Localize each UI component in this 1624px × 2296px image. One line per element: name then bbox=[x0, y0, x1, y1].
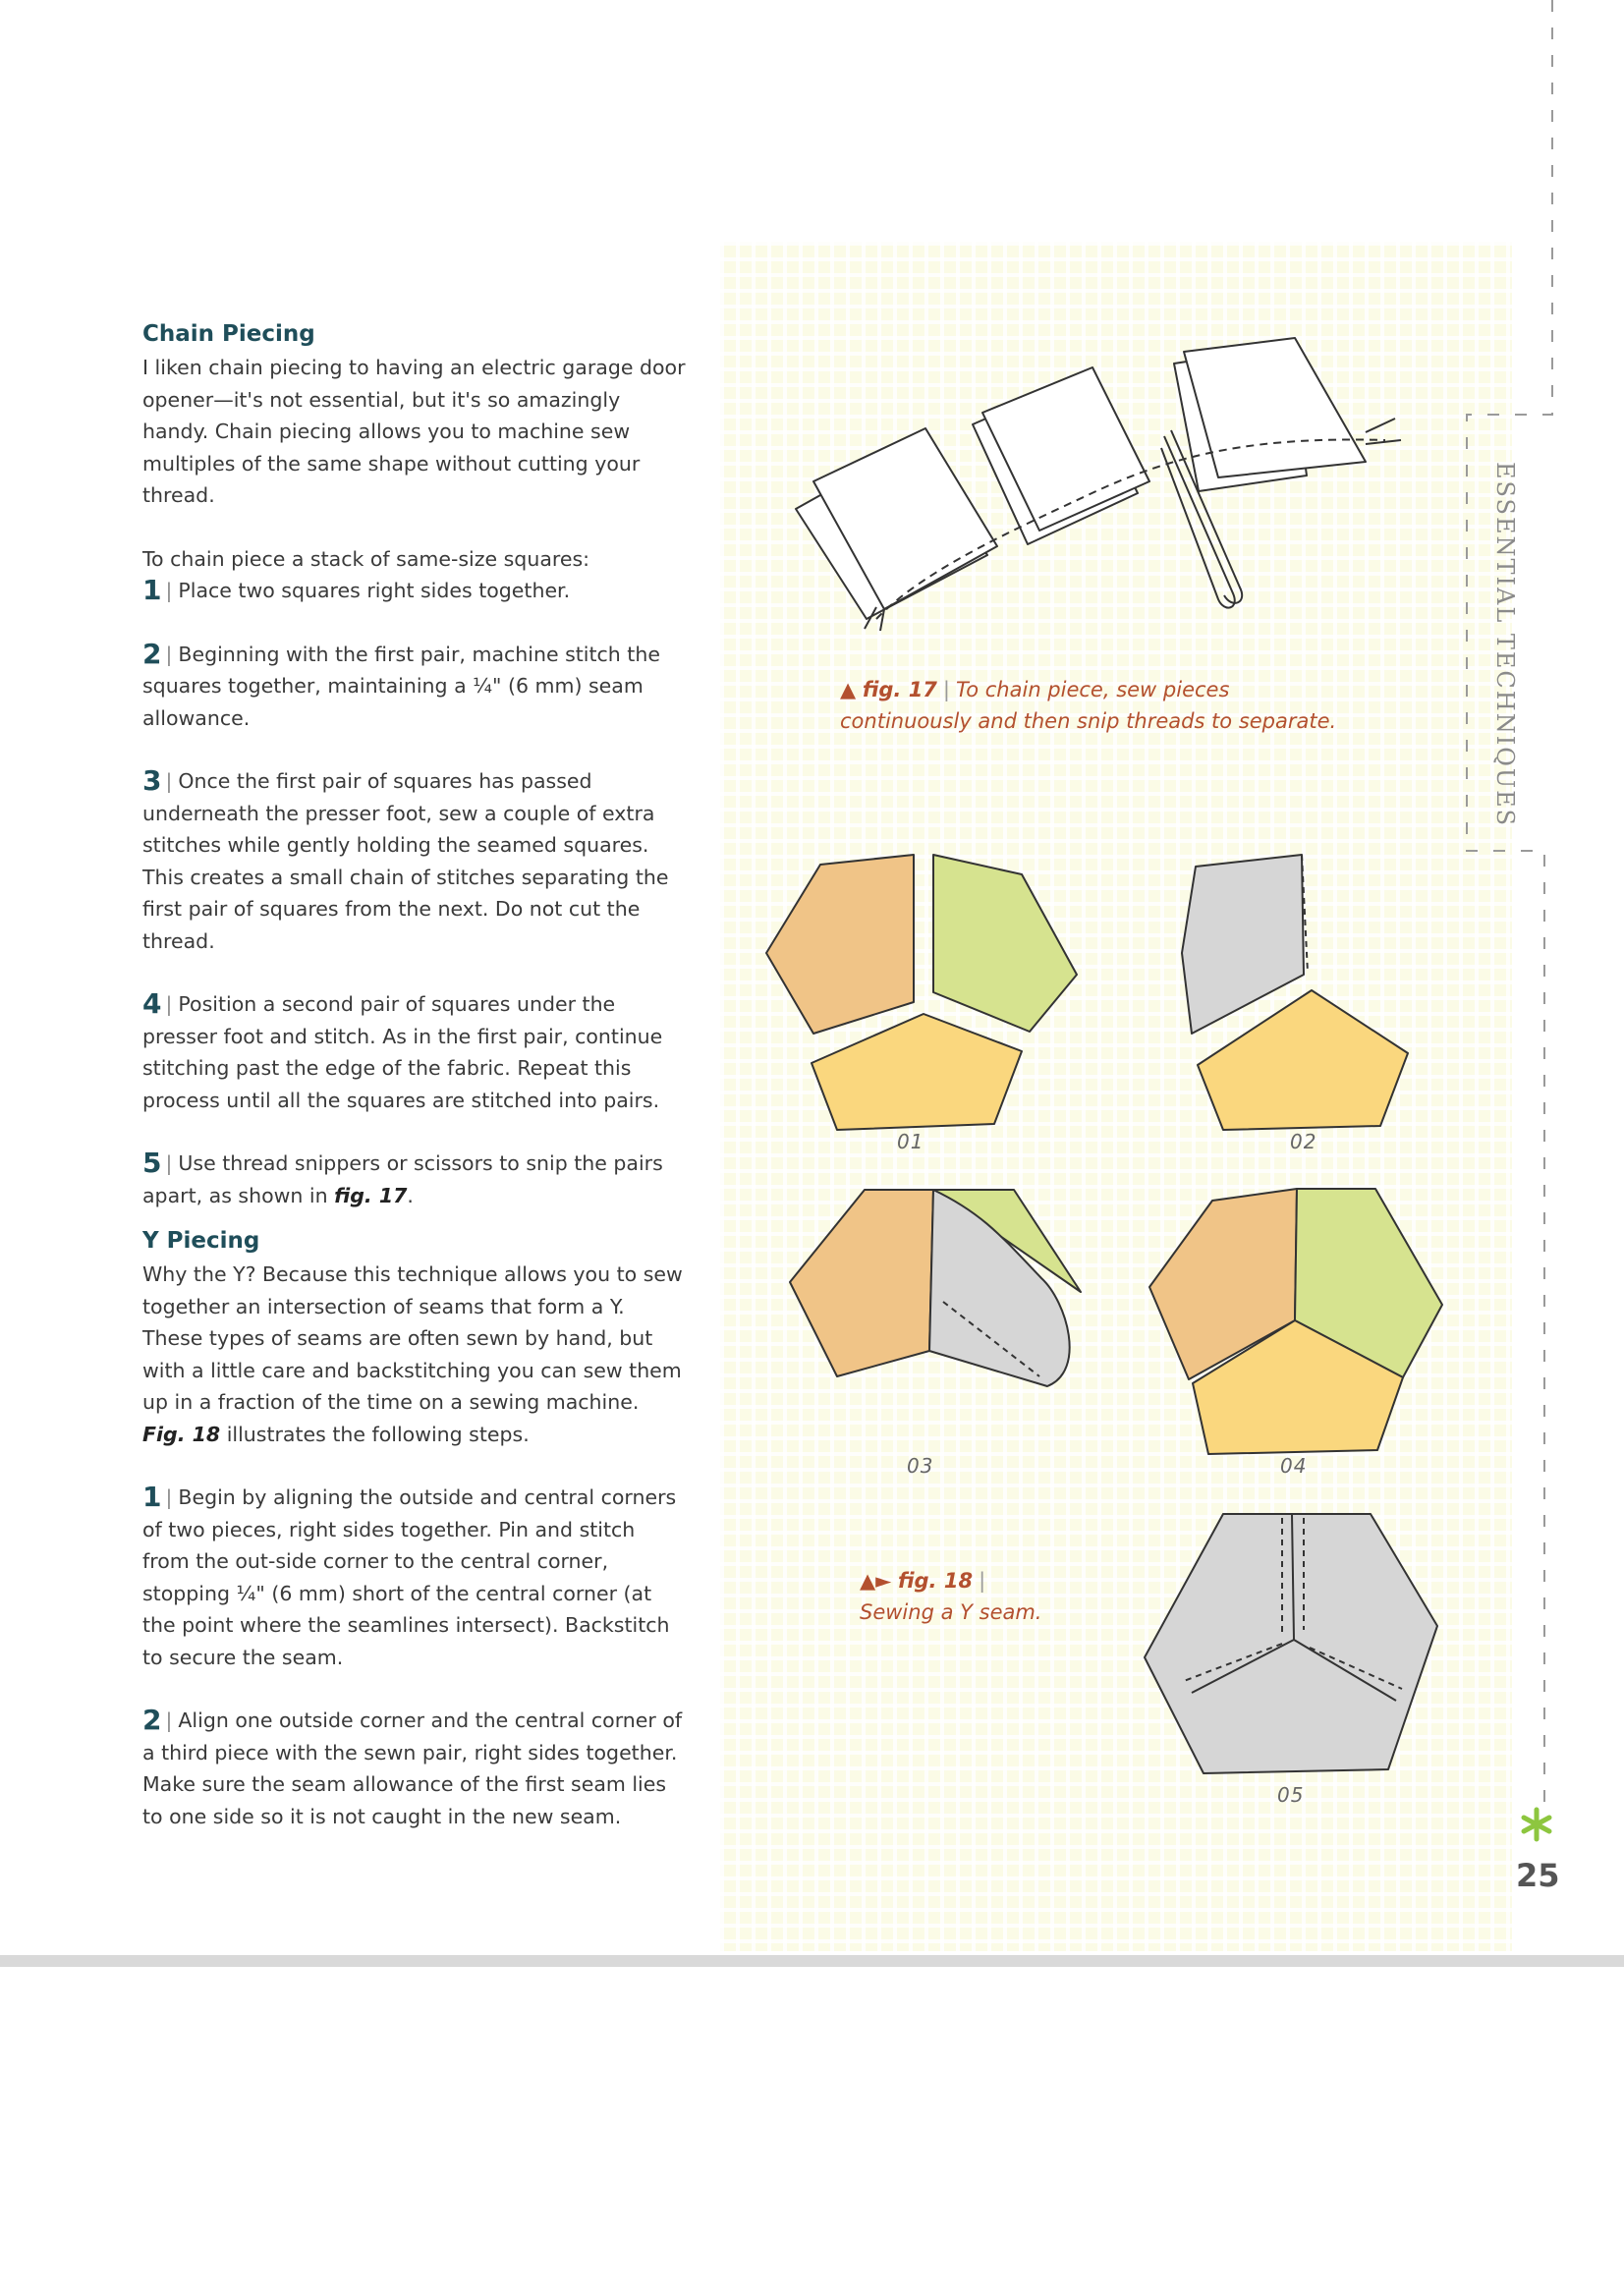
text-column bbox=[142, 316, 688, 1864]
chain-step-4: 4 | Position a second pair of squares under the presser foot and stitch. As in the first pair, continue stitching past the edge of the fabric. Repeat this process until all the squares are stitched into pairs. bbox=[142, 987, 663, 1112]
y-step-2: 2 | Align one outside corner and the central corner of a third piece with the sewn pair, right sides together. Make sure the seam allowance of the first seam lies to one side so it is not caught in the new seam. bbox=[142, 1704, 683, 1828]
chain-piecing-lead: To chain piece a stack of same-size squares: bbox=[142, 546, 590, 571]
chain-piecing-heading: Chain Piecing bbox=[142, 321, 315, 347]
page-number: 25 bbox=[1516, 1857, 1560, 1894]
fig-18-caption: ▲► fig. 18 | Sewing a Y seam. bbox=[860, 1569, 1042, 1624]
y-piecing-intro: Why the Y? Because this technique allows you to sew together an intersection of seams that form a Y. These types of seams are often sewn by hand, but with a little care and backstitching you can sew them up in a fraction of the time on a sewing machine. Fig. 18 illustrates the following steps. bbox=[142, 1262, 683, 1446]
fig-18-panel-05 bbox=[1145, 1508, 1459, 1783]
chain-piecing-intro: I liken chain piecing to having an electric garage door opener—it's not essential, but it's so amazingly handy. Chain piecing allows you to machine sew multiples of the same shape without cutting your thread. bbox=[142, 356, 686, 507]
fig-18-panel-label-01: 01 bbox=[897, 1130, 924, 1153]
fig-18-panel-label-02: 02 bbox=[1290, 1130, 1317, 1153]
y-step-1: 1 | Begin by aligning the outside and central corners of two pieces, right sides together. Pin and stitch from the out-side corner to the central corner, stopping ¼" (6 mm) short of the central corner (at the point where the seamlines intersect). Backstitch to secure the seam. bbox=[142, 1481, 677, 1669]
fig-18-panel-01 bbox=[766, 845, 1081, 1130]
fig-17-illustration bbox=[786, 334, 1415, 619]
fig-18-reference: Fig. 18 bbox=[142, 1422, 221, 1446]
fig-18-panel-label-04: 04 bbox=[1280, 1454, 1308, 1478]
chain-step-1: 1 | Place two squares right sides together. bbox=[142, 574, 571, 606]
fig-18-panel-label-03: 03 bbox=[907, 1454, 934, 1478]
chain-step-2: 2 | Beginning with the first pair, machine stitch the squares together, maintaining a ¼" (6 mm) seam allowance. bbox=[142, 637, 660, 730]
section-tab-label: ESSENTIAL TECHNIQUES bbox=[1491, 462, 1519, 828]
fig-18-panel-label-05: 05 bbox=[1277, 1783, 1305, 1807]
y-piecing-heading: Y Piecing bbox=[142, 1228, 260, 1254]
fig-18-panel-04 bbox=[1149, 1189, 1464, 1454]
square-pair-1-front bbox=[813, 428, 997, 609]
fig-18-panel-03 bbox=[786, 1184, 1100, 1479]
fig-18-panel-02 bbox=[1154, 845, 1469, 1130]
chain-step-3: 3 | Once the first pair of squares has passed underneath the presser foot, sew a couple of extra stitches while gently holding the seamed squares. This creates a small chain of stitches separating the first pair of squares from the next. Do not cut the thread. bbox=[142, 764, 669, 953]
chain-step-5: 5 | Use thread snippers or scissors to snip the pairs apart, as shown in fig. 17. bbox=[142, 1147, 663, 1207]
fig-17-reference: fig. 17 bbox=[334, 1183, 408, 1207]
asterisk-icon bbox=[1520, 1808, 1553, 1841]
fig-17-caption: ▲ fig. 17 | To chain piece, sew pieces continuously and then snip threads to separate. bbox=[840, 678, 1337, 733]
